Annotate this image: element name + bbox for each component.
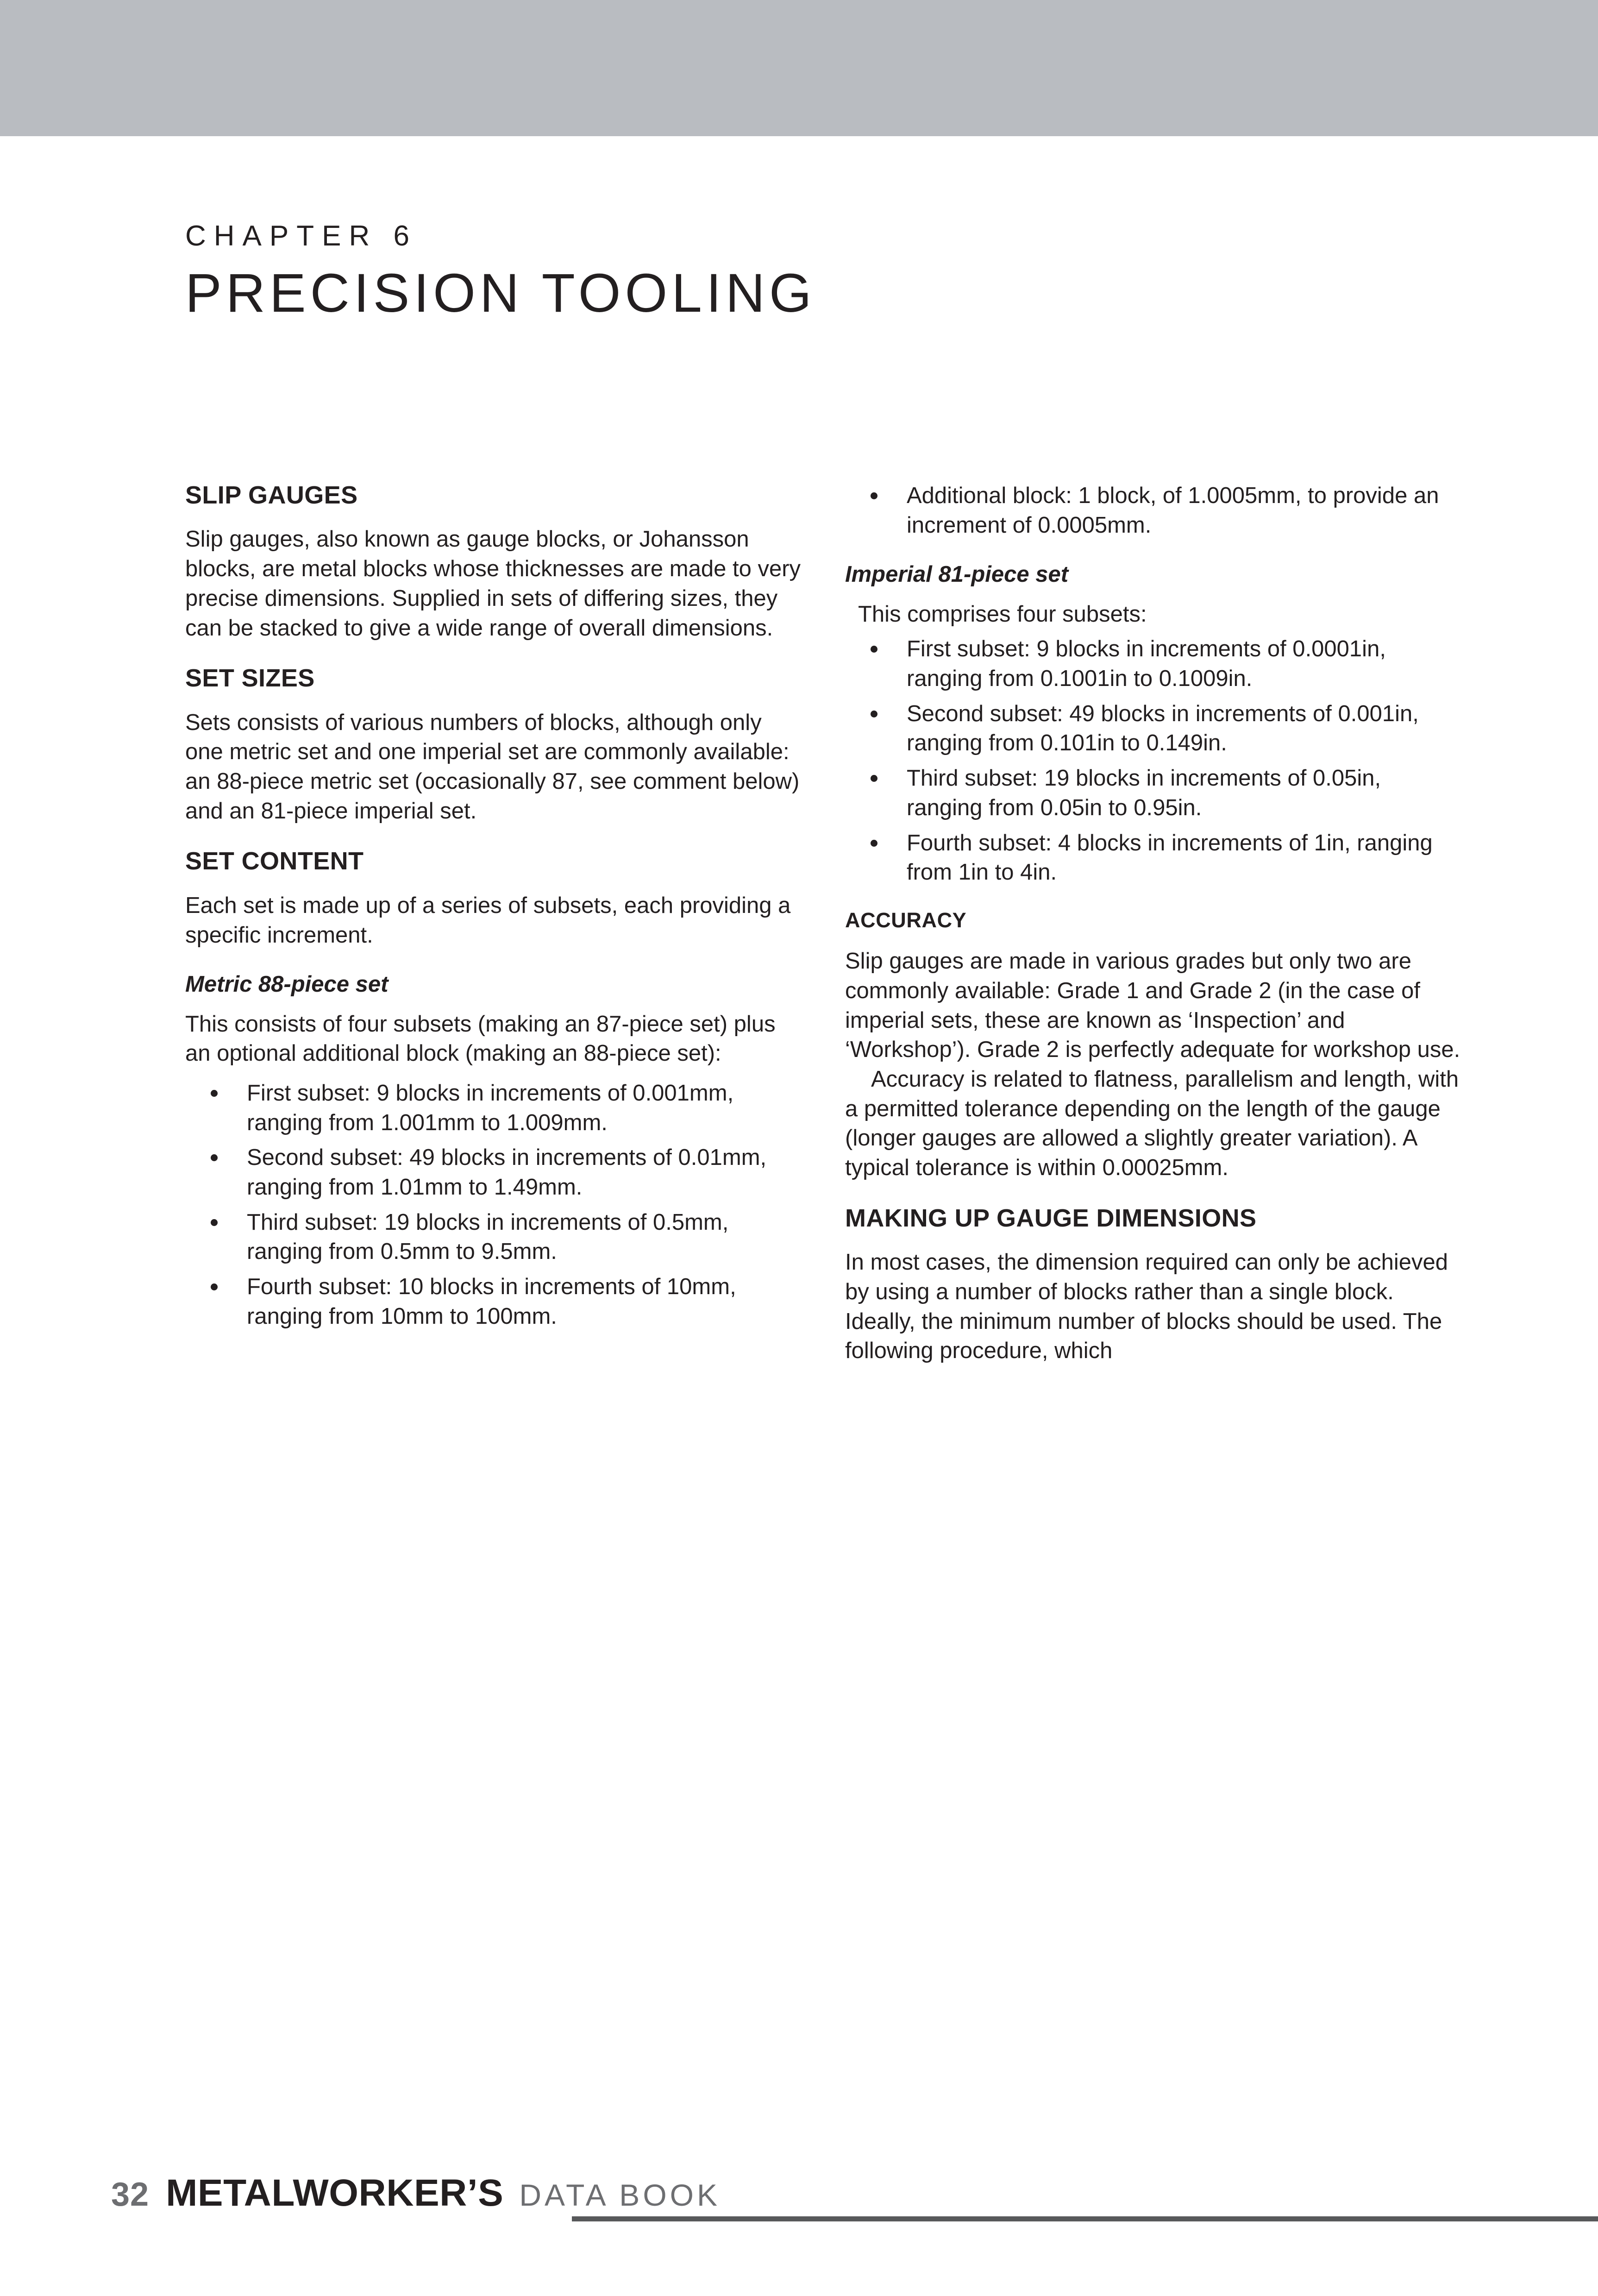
chapter-header (185, 222, 1389, 322)
left-column (185, 481, 806, 1353)
list-item (845, 699, 1461, 758)
list-imperial-subsets (845, 635, 1461, 887)
list-item (845, 481, 1461, 540)
paragraph-accuracy-1: Slip gauges are made in various grades but only two are commonly available: Grade 1 and Grade 2 (in the case of imperial sets, these are known as ‘Inspection’ and ‘Workshop’). Grade 2 is perfectly adequate for workshop use. (845, 949, 1460, 1063)
bullet-dot-icon (871, 711, 877, 717)
list-item (185, 1079, 806, 1138)
list-item (845, 635, 1461, 693)
heading-set-sizes: SET SIZES (185, 664, 315, 692)
list-item-label: First subset: 9 blocks in increments of 0.0001in, ranging from 0.1001in to 0.1009in. (907, 636, 1386, 692)
list-metric-subsets (185, 1079, 806, 1332)
page-footer (0, 2150, 1598, 2243)
page-body (0, 136, 1598, 2296)
list-item-label: Third subset: 19 blocks in increments of 0.5mm, ranging from 0.5mm to 9.5mm. (247, 1209, 729, 1264)
brand-title: METALWORKER’S (166, 2172, 504, 2214)
paragraph-set-content: Each set is made up of a series of subsets, each providing a specific increment. (185, 893, 791, 948)
bullet-dot-icon (211, 1154, 218, 1161)
list-item (185, 1143, 806, 1202)
list-item-label: First subset: 9 blocks in increments of 0.001mm, ranging from 1.001mm to 1.009mm. (247, 1081, 734, 1135)
subheading-metric-set: Metric 88-piece set (185, 972, 389, 997)
paragraph-slip-gauges: Slip gauges, also known as gauge blocks, or Johansson blocks, are metal blocks whose thicknesses are made to very precise dimensions. Supplied in sets of differing sizes, they can be stacked to give a wide range of overall dimensions. (185, 527, 801, 641)
list-item (845, 829, 1461, 887)
bullet-dot-icon (871, 492, 877, 499)
bullet-dot-icon (871, 646, 877, 653)
paragraph-metric-intro: This consists of four subsets (making an 87-piece set) plus an optional additional block (making an 88-piece set): (185, 1011, 776, 1066)
chapter-number-label: CHAPTER 6 (185, 220, 417, 252)
top-gray-band (0, 0, 1598, 136)
heading-accuracy: ACCURACY (845, 908, 967, 932)
bullet-dot-icon (871, 775, 877, 782)
subheading-imperial-set: Imperial 81-piece set (845, 562, 1069, 587)
bullet-dot-icon (211, 1283, 218, 1290)
list-item (185, 1208, 806, 1267)
list-item (185, 1272, 806, 1331)
page-title: PRECISION TOOLING (185, 263, 816, 324)
list-item-label: Fourth subset: 4 blocks in increments of 1in, ranging from 1in to 4in. (907, 830, 1433, 885)
heading-set-content: SET CONTENT (185, 847, 364, 875)
list-item-label: Second subset: 49 blocks in increments of 0.01mm, ranging from 1.01mm to 1.49mm. (247, 1145, 767, 1200)
page-number: 32 (111, 2176, 150, 2213)
bullet-dot-icon (871, 840, 877, 847)
list-item (845, 764, 1461, 823)
footer-brand-line (111, 2171, 721, 2215)
list-item-label: Additional block: 1 block, of 1.0005mm, to provide an increment of 0.0005mm. (907, 483, 1439, 538)
paragraph-set-sizes: Sets consists of various numbers of blocks, although only one metric set and one imperial set are commonly available: an 88-piece metric set (occasionally 87, see comment below) and an 81-piece imperial set. (185, 710, 800, 824)
list-item-label: Second subset: 49 blocks in increments of 0.001in, ranging from 0.101in to 0.149in. (907, 701, 1419, 756)
list-item-label: Third subset: 19 blocks in increments of 0.05in, ranging from 0.05in to 0.95in. (907, 766, 1381, 820)
paragraph-accuracy-2: Accuracy is related to flatness, parallelism and length, with a permitted tolerance depending on the length of the gauge (longer gauges are allowed a slightly greater variation). A typical tolerance is within 0.00025mm. (845, 1067, 1459, 1181)
brand-subtitle: DATA BOOK (519, 2178, 721, 2212)
right-column (845, 481, 1461, 1387)
list-item-label: Fourth subset: 10 blocks in increments of 10mm, ranging from 10mm to 100mm. (247, 1274, 736, 1329)
bullet-dot-icon (211, 1219, 218, 1226)
paragraph-imperial-intro: This comprises four subsets: (858, 601, 1147, 627)
list-metric-subsets-continued (845, 481, 1461, 540)
paragraph-making-up: In most cases, the dimension required can only be achieved by using a number of blocks rather than a single block. Ideally, the minimum number of blocks should be used. The following procedure, which (845, 1250, 1448, 1364)
bullet-dot-icon (211, 1090, 218, 1097)
footer-rule (572, 2216, 1598, 2221)
heading-making-up-gauge-dimensions: MAKING UP GAUGE DIMENSIONS (845, 1204, 1257, 1232)
heading-slip-gauges: SLIP GAUGES (185, 481, 358, 509)
